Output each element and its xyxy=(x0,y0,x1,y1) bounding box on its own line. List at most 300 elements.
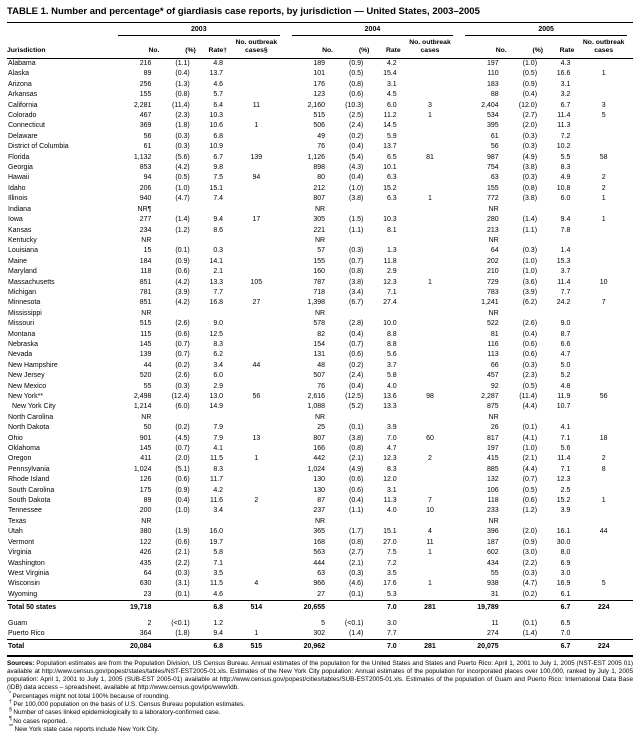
cell-rate: 13.7 xyxy=(209,70,224,78)
cell-rate: 6.7 xyxy=(543,601,574,616)
cell-rate xyxy=(543,413,574,423)
cell-num: 48 xyxy=(317,361,326,369)
table-row xyxy=(7,184,633,194)
cell-pct: (2.0) xyxy=(522,528,538,536)
cell-num: NR xyxy=(488,309,499,317)
cell-num: 31 xyxy=(490,590,499,598)
table-row xyxy=(7,616,633,629)
cell-outbreak: 2 xyxy=(601,184,606,192)
cell-num: 80 xyxy=(317,174,326,182)
cell-num: 515 xyxy=(313,112,326,120)
cell-num: 851 xyxy=(139,299,152,307)
jurisdiction-cell: Massachusetts xyxy=(8,278,55,286)
cell-outbreak xyxy=(401,382,460,392)
cell-pct: (0.4) xyxy=(522,91,538,99)
footnote-line xyxy=(7,709,633,717)
cell-rate: 16.8 xyxy=(209,299,224,307)
cell-rate: 5.9 xyxy=(386,132,397,140)
cell-num: 305 xyxy=(313,216,326,224)
cell-pct: (0.5) xyxy=(522,382,538,390)
cell-rate: 8.0 xyxy=(560,549,571,557)
cell-num: 155 xyxy=(487,184,499,192)
cell-outbreak xyxy=(574,257,633,267)
table-row xyxy=(7,278,633,288)
cell-num: 415 xyxy=(487,455,499,463)
table-row xyxy=(7,236,633,246)
cell-pct: (12.4) xyxy=(171,393,190,400)
cell-pct: (0.4) xyxy=(349,330,364,338)
cell-pct: (12.0) xyxy=(518,101,538,109)
cell-pct: (2.4) xyxy=(349,122,364,130)
cell-num: 25 xyxy=(317,424,326,432)
cell-rate: 16.0 xyxy=(209,528,224,536)
cell-num: 122 xyxy=(139,538,152,546)
jurisdiction-cell: Wisconsin xyxy=(8,580,40,588)
cell-outbreak xyxy=(227,59,286,70)
cell-rate: 2.9 xyxy=(386,268,397,276)
cell-rate: 11.8 xyxy=(383,257,397,265)
footnote-line xyxy=(7,726,633,734)
cell-outbreak xyxy=(227,90,286,100)
cell-pct: (0.6) xyxy=(522,497,538,505)
cell-outbreak: 514 xyxy=(227,601,286,616)
cell-pct xyxy=(159,517,195,527)
cell-pct: (0.1) xyxy=(522,424,538,432)
cell-rate: 8.8 xyxy=(386,330,397,338)
table-row xyxy=(7,538,633,548)
cell-num: 534 xyxy=(487,112,499,120)
cell-num: 116 xyxy=(487,340,499,348)
table-row xyxy=(7,111,633,121)
cell-rate: 2.9 xyxy=(213,382,224,390)
jurisdiction-cell: New Jersey xyxy=(8,372,45,380)
cell-outbreak xyxy=(401,340,460,350)
cell-outbreak: 5 xyxy=(601,112,606,120)
cell-num: 61 xyxy=(490,132,499,140)
cell-rate: 3.9 xyxy=(386,424,397,432)
cell-rate: 7.1 xyxy=(560,434,571,442)
cell-rate: 3.0 xyxy=(386,619,397,627)
cell-rate xyxy=(196,413,227,423)
cell-pct: (1.4) xyxy=(175,216,190,224)
jurisdiction-cell: Pennsylvania xyxy=(8,465,50,473)
cell-pct: (0.1) xyxy=(349,590,364,598)
cell-rate: 15.1 xyxy=(209,184,224,192)
cell-rate: 4.1 xyxy=(213,445,224,453)
jurisdiction-cell: Delaware xyxy=(8,132,38,140)
cell-num: 213 xyxy=(487,226,499,234)
cell-num: 2 xyxy=(147,619,152,627)
cell-num: NR xyxy=(488,236,499,244)
cell-pct: (0.3) xyxy=(522,361,538,369)
cell-num: NR xyxy=(141,236,152,244)
cell-pct: (0.3) xyxy=(349,569,364,577)
cell-rate: 8.1 xyxy=(386,226,397,234)
cell-outbreak xyxy=(227,350,286,360)
jurisdiction-cell: New Mexico xyxy=(8,382,47,390)
cell-rate: 6.5 xyxy=(386,153,397,161)
cell-pct: (4.7) xyxy=(175,195,190,203)
cell-pct xyxy=(507,601,543,616)
cell-pct: (4.2) xyxy=(175,299,190,307)
cell-pct: (0.5) xyxy=(522,486,538,494)
cell-rate: 3.7 xyxy=(386,361,397,369)
cell-outbreak xyxy=(574,59,633,70)
jurisdiction-cell: Washington xyxy=(8,559,45,567)
cell-num: 15 xyxy=(143,247,152,255)
year-header-2004: 2004 xyxy=(286,23,460,36)
cell-pct: (1.0) xyxy=(522,445,538,453)
cell-outbreak: 8 xyxy=(601,465,606,473)
cell-rate: 14.1 xyxy=(209,257,224,265)
cell-num: 987 xyxy=(487,153,499,161)
column-header-rate-2004: Rate xyxy=(369,36,400,59)
jurisdiction-cell: Kentucky xyxy=(8,236,37,244)
cell-pct: (1.5) xyxy=(349,216,364,224)
cell-pct: (1.0) xyxy=(175,507,190,515)
cell-pct: (2.6) xyxy=(175,320,190,328)
cell-num: 2,160 xyxy=(307,101,326,109)
cell-rate: 3.1 xyxy=(386,486,397,494)
cell-num: 467 xyxy=(139,112,152,120)
cell-pct: (0.2) xyxy=(522,590,538,598)
cell-rate xyxy=(543,309,574,319)
cell-num: 189 xyxy=(313,60,326,67)
table-row xyxy=(7,506,633,516)
cell-outbreak: 1 xyxy=(428,278,432,286)
jurisdiction-cell: West Virginia xyxy=(8,569,49,577)
cell-num: 515 xyxy=(139,320,152,328)
cell-rate: 4.7 xyxy=(386,445,397,453)
cell-num: 901 xyxy=(139,434,152,442)
cell-rate: 5.0 xyxy=(560,361,571,369)
table-row xyxy=(7,517,633,527)
cell-pct: (2.7) xyxy=(349,549,364,557)
cell-outbreak xyxy=(227,559,286,569)
cell-outbreak xyxy=(574,309,633,319)
cell-num: 76 xyxy=(317,143,326,151)
jurisdiction-cell: Rhode Island xyxy=(8,476,50,484)
table-row xyxy=(7,309,633,319)
cell-outbreak xyxy=(227,569,286,579)
jurisdiction-cell: California xyxy=(8,101,38,109)
cell-outbreak xyxy=(401,142,460,152)
cell-outbreak xyxy=(401,69,460,79)
cell-num: 364 xyxy=(139,629,152,637)
cell-num: 57 xyxy=(317,247,326,255)
cell-outbreak: 44 xyxy=(252,361,261,369)
cell-rate: 5.5 xyxy=(560,153,571,161)
cell-num: 444 xyxy=(313,559,326,567)
cell-num: 64 xyxy=(490,247,499,255)
cell-num: 434 xyxy=(487,559,499,567)
cell-rate: 7.5 xyxy=(386,549,397,557)
cell-pct: (0.9) xyxy=(522,80,538,88)
cell-num: 66 xyxy=(490,361,499,369)
cell-rate: 3.1 xyxy=(386,80,397,88)
cell-num: 277 xyxy=(139,216,152,224)
cell-num: 44 xyxy=(143,361,152,369)
cell-pct: (1.1) xyxy=(349,226,364,234)
cell-pct: (0.4) xyxy=(522,330,538,338)
table-row xyxy=(7,298,633,308)
cell-pct: (0.4) xyxy=(349,174,364,182)
cell-rate: 4.1 xyxy=(560,424,571,432)
cell-num: 131 xyxy=(313,351,326,359)
giardiasis-table xyxy=(7,23,633,657)
cell-num: 106 xyxy=(487,486,499,494)
table-row xyxy=(7,413,633,423)
cell-num: NR xyxy=(488,517,499,525)
cell-outbreak xyxy=(401,319,460,329)
cell-outbreak: 515 xyxy=(227,640,286,656)
jurisdiction-cell: Louisiana xyxy=(8,247,38,255)
cell-outbreak xyxy=(227,382,286,392)
cell-outbreak xyxy=(227,402,286,412)
cell-pct: (11.4) xyxy=(171,101,190,109)
table-row xyxy=(7,173,633,183)
cell-outbreak xyxy=(574,205,633,215)
cell-pct: (5.2) xyxy=(349,403,364,411)
jurisdiction-cell: Missouri xyxy=(8,320,35,328)
jurisdiction-cell: New Hampshire xyxy=(8,361,58,369)
cell-num: 2,616 xyxy=(307,393,326,400)
cell-pct: (3.9) xyxy=(175,288,190,296)
jurisdiction-cell: Illinois xyxy=(8,195,28,203)
footnote-marker: ** xyxy=(9,724,15,731)
jurisdiction-cell: Virginia xyxy=(8,549,32,557)
cell-num: 520 xyxy=(139,372,152,380)
cell-outbreak xyxy=(574,402,633,412)
cell-outbreak: 98 xyxy=(426,393,434,400)
cell-num: NR xyxy=(314,205,326,213)
cell-rate: 13.3 xyxy=(383,403,397,411)
cell-outbreak: 1 xyxy=(601,216,606,224)
cell-num: 1,398 xyxy=(307,299,326,307)
cell-num: 807 xyxy=(313,195,326,203)
cell-outbreak xyxy=(227,236,286,246)
cell-rate: 15.2 xyxy=(556,497,571,505)
year-header-spacer xyxy=(7,23,112,36)
cell-pct: (<0.1) xyxy=(171,619,190,627)
cell-outbreak xyxy=(574,319,633,329)
cell-rate: 4.7 xyxy=(560,351,571,359)
cell-rate: 5.6 xyxy=(386,351,397,359)
cell-pct xyxy=(333,601,369,616)
cell-pct xyxy=(507,413,543,423)
jurisdiction-cell: Montana xyxy=(8,330,36,338)
cell-rate: 9.0 xyxy=(560,320,571,328)
cell-outbreak xyxy=(227,538,286,548)
cell-outbreak xyxy=(227,371,286,381)
cell-pct: (0.2) xyxy=(349,132,364,140)
cell-rate: 4.3 xyxy=(560,60,571,67)
cell-outbreak: 17 xyxy=(252,216,261,224)
jurisdiction-cell: Oregon xyxy=(8,455,32,463)
cell-num: 2,498 xyxy=(133,393,152,400)
cell-rate: 24.2 xyxy=(556,299,571,307)
table-row xyxy=(7,59,633,70)
jurisdiction-cell: Minnesota xyxy=(8,299,41,307)
cell-rate: 3.9 xyxy=(560,507,571,515)
cell-pct xyxy=(333,413,369,423)
cell-rate: 8.8 xyxy=(386,340,397,348)
cell-num: 101 xyxy=(313,70,326,78)
cell-pct xyxy=(507,517,543,527)
cell-rate: 8.6 xyxy=(213,226,224,234)
cell-rate: 3.4 xyxy=(213,361,224,369)
cell-outbreak xyxy=(401,205,460,215)
cell-rate: 6.5 xyxy=(560,619,571,627)
cell-rate: 4.0 xyxy=(386,507,397,515)
cell-outbreak xyxy=(227,548,286,558)
cell-pct: (1.0) xyxy=(175,184,190,192)
cell-num: 87 xyxy=(317,497,326,505)
cell-rate: 15.2 xyxy=(383,184,397,192)
cell-rate: 5.3 xyxy=(386,590,397,598)
cell-num: NR xyxy=(314,236,326,244)
cell-num: 19,718 xyxy=(112,601,159,616)
cell-rate xyxy=(369,413,400,423)
cell-rate: 14.5 xyxy=(383,122,397,130)
cell-rate: 11.6 xyxy=(209,497,224,505)
cell-rate: 3.5 xyxy=(213,569,224,577)
table-row xyxy=(7,194,633,204)
cell-pct: (1.3) xyxy=(175,80,190,88)
cell-num: 50 xyxy=(143,424,152,432)
jurisdiction-cell: Indiana xyxy=(8,205,31,213)
cell-rate xyxy=(369,205,400,215)
cell-rate: 27.0 xyxy=(383,538,397,546)
cell-outbreak xyxy=(227,309,286,319)
cell-num: 940 xyxy=(139,195,152,203)
cell-pct: (6.0) xyxy=(175,403,190,411)
cell-num: NR xyxy=(314,309,326,317)
cell-pct: (0.4) xyxy=(175,497,190,505)
cell-outbreak xyxy=(574,506,633,516)
cell-outbreak: 11 xyxy=(426,538,434,546)
cell-outbreak xyxy=(227,163,286,173)
cell-num: 2,281 xyxy=(133,101,152,109)
cell-pct: (4.4) xyxy=(522,403,538,411)
cell-num: 126 xyxy=(139,476,152,484)
cell-rate: 11.5 xyxy=(209,580,224,588)
cell-num: 216 xyxy=(139,60,152,67)
cell-pct: (0.4) xyxy=(349,143,364,151)
cell-outbreak xyxy=(574,246,633,256)
cell-pct: (0.4) xyxy=(349,497,364,505)
cell-outbreak: 2 xyxy=(601,174,606,182)
cell-num: 1,024 xyxy=(133,465,152,473)
cell-pct: (2.0) xyxy=(175,455,190,463)
cell-outbreak: 58 xyxy=(599,153,608,161)
cell-outbreak xyxy=(401,330,460,340)
cell-outbreak xyxy=(227,111,286,121)
cell-num: 61 xyxy=(143,143,152,151)
cell-num: 184 xyxy=(139,257,152,265)
cell-pct: (3.8) xyxy=(349,278,364,286)
cell-num: 506 xyxy=(313,122,326,130)
cell-rate: 4.2 xyxy=(213,486,224,494)
cell-outbreak: 44 xyxy=(599,528,608,536)
cell-num: 772 xyxy=(487,195,499,203)
cell-rate: 7.7 xyxy=(560,288,571,296)
cell-pct: (4.2) xyxy=(175,164,190,172)
cell-rate: 6.0 xyxy=(386,101,397,109)
cell-pct: (0.6) xyxy=(522,351,538,359)
cell-pct xyxy=(159,205,195,215)
cell-num: 55 xyxy=(490,569,499,577)
cell-outbreak xyxy=(574,559,633,569)
table-row xyxy=(7,226,633,236)
cell-rate: 7.0 xyxy=(560,629,571,637)
cell-outbreak xyxy=(227,288,286,298)
cell-rate: 4.9 xyxy=(560,174,571,182)
cell-outbreak: 281 xyxy=(401,640,460,656)
table-row xyxy=(7,132,633,142)
footnote-line xyxy=(7,715,633,726)
cell-pct: (0.6) xyxy=(175,476,190,484)
cell-rate: 8.3 xyxy=(560,164,571,172)
cell-rate: 10.8 xyxy=(556,184,571,192)
cell-rate: 3.4 xyxy=(213,507,224,515)
cell-rate: 4.8 xyxy=(213,60,224,67)
cell-outbreak: 4 xyxy=(254,580,259,588)
jurisdiction-cell: Florida xyxy=(8,153,30,161)
cell-pct: (0.4) xyxy=(349,382,364,390)
cell-pct: (2.4) xyxy=(349,372,364,380)
cell-num: NR xyxy=(314,413,326,421)
cell-num: 1,126 xyxy=(307,153,326,161)
cell-outbreak xyxy=(401,132,460,142)
cell-pct: (2.3) xyxy=(175,112,190,120)
cell-num: 212 xyxy=(313,184,326,192)
cell-pct: (0.6) xyxy=(175,268,190,276)
cell-pct: (4.1) xyxy=(522,434,538,442)
table-row xyxy=(7,246,633,256)
cell-pct: (4.3) xyxy=(349,164,364,172)
cell-outbreak xyxy=(574,423,633,433)
cell-outbreak xyxy=(227,194,286,204)
table-row xyxy=(7,330,633,340)
cell-pct: (0.7) xyxy=(522,476,538,484)
jurisdiction-cell: New York** xyxy=(8,393,44,400)
jurisdiction-cell: Hawaii xyxy=(8,174,30,182)
cell-num: 1,088 xyxy=(307,403,326,411)
cell-pct xyxy=(507,205,543,215)
cell-pct: (2.5) xyxy=(349,112,364,120)
cell-outbreak xyxy=(401,423,460,433)
cell-rate: 7.2 xyxy=(560,132,571,140)
cell-num: NR xyxy=(314,517,326,525)
jurisdiction-cell: Arkansas xyxy=(8,91,38,99)
cell-pct: (0.1) xyxy=(175,247,190,255)
cell-pct: (0.5) xyxy=(522,70,538,78)
cell-pct: (0.3) xyxy=(175,132,190,140)
cell-pct: (3.4) xyxy=(349,288,364,296)
cell-pct: (1.0) xyxy=(522,60,538,67)
table-title: TABLE 1. Number and percentage* of giardiasis case reports, by jurisdiction — United States, 2003–2005 xyxy=(7,4,633,23)
cell-num: 2,287 xyxy=(481,393,499,400)
footnote-text: Percentages might not total 100% because of rounding. xyxy=(12,692,170,700)
cell-num: 718 xyxy=(313,288,326,296)
cell-outbreak xyxy=(574,163,633,173)
cell-pct: (3.8) xyxy=(349,434,364,442)
cell-num: 155 xyxy=(139,91,152,99)
cell-outbreak xyxy=(574,413,633,423)
cell-rate xyxy=(369,309,400,319)
cell-num: 27 xyxy=(317,590,326,598)
